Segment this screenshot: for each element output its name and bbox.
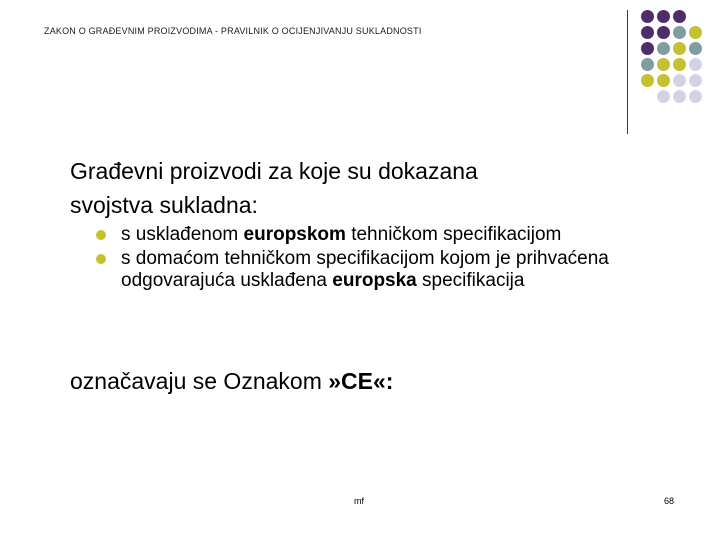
decorative-dot	[657, 74, 670, 87]
decorative-dot	[689, 74, 702, 87]
decorative-dot	[689, 90, 702, 103]
header-divider-line	[627, 10, 628, 134]
bullet-dot-icon	[96, 230, 106, 240]
closing-statement	[70, 366, 393, 396]
decorative-dot	[689, 58, 702, 71]
bullet-2-text-pre: s domaćom tehničkom specifikacijom kojom je prihvaćena odgovarajuća usklađena	[121, 248, 609, 291]
bullet-2-text-post: specifikacija	[416, 270, 525, 291]
page-number: 68	[664, 496, 675, 506]
decorative-dot	[673, 42, 686, 55]
decorative-dot	[657, 26, 670, 39]
decorative-dot-grid	[0, 0, 720, 140]
decorative-dot	[673, 90, 686, 103]
bullet-1-text-pre: s usklađenom	[121, 224, 244, 245]
ce-mark-text: »CE«:	[328, 368, 394, 394]
footer-author: mf	[354, 496, 364, 506]
decorative-dot	[657, 58, 670, 71]
bullet-1-text-bold: europskom	[243, 224, 346, 245]
decorative-dot	[673, 58, 686, 71]
slide-header: ZAKON O GRAĐEVNIM PROIZVODIMA - PRAVILNIK O OCIJENJIVANJU SUKLADNOSTI	[44, 26, 422, 36]
decorative-dot	[689, 26, 702, 39]
decorative-dot	[657, 90, 670, 103]
decorative-dot	[673, 26, 686, 39]
decorative-dot	[641, 26, 654, 39]
decorative-dot	[641, 42, 654, 55]
closing-text: označavaju se Oznakom	[70, 368, 329, 394]
decorative-dot	[641, 74, 654, 87]
decorative-dot	[673, 74, 686, 87]
bullet-list	[96, 224, 666, 294]
bullet-1-text-post: tehničkom specifikacijom	[345, 224, 562, 245]
bullet-dot-icon	[96, 254, 106, 264]
bullet-item-2	[96, 248, 666, 292]
title-line-1: Građevni proizvodi za koje su dokazana	[70, 158, 478, 184]
title-line-2: svojstva sukladna:	[70, 192, 258, 218]
decorative-dot	[657, 42, 670, 55]
decorative-dot	[673, 10, 686, 23]
decorative-dot	[657, 10, 670, 23]
bullet-item-1	[96, 224, 666, 246]
decorative-dot	[641, 10, 654, 23]
decorative-dot	[689, 42, 702, 55]
bullet-2-text-bold: europska	[332, 270, 417, 291]
decorative-dot	[641, 58, 654, 71]
slide-title	[70, 154, 610, 222]
